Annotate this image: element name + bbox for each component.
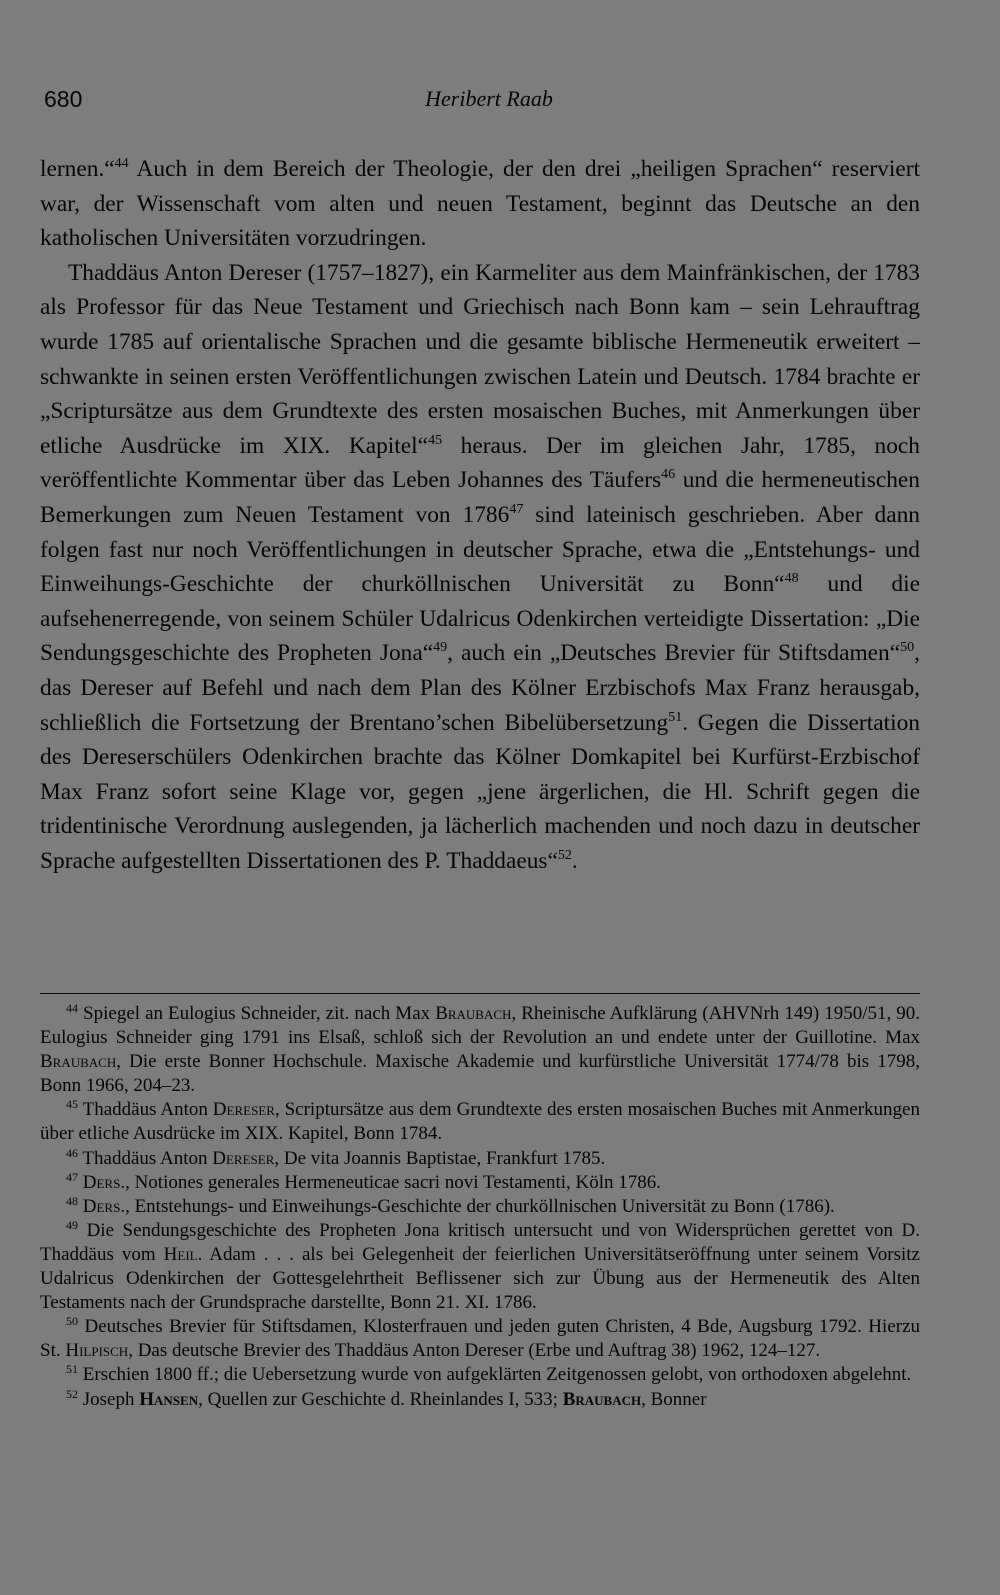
footnote-number: 51 [66, 1362, 78, 1377]
footnote-number: 48 [66, 1193, 78, 1208]
footnote-ref-50: 50 [900, 640, 915, 656]
text-run: sind lateinisch geschrieben. Aber dann folgen fast nur noch Veröffentlichungen in deutscher Sprache, etwa die „Entstehungs- und Einweihungs-Geschichte der churköllnischen Universität zu Bonn“ [40, 501, 920, 598]
text-run: lernen.“ [40, 156, 115, 182]
main-text [40, 152, 920, 878]
footnote-46 [40, 1147, 920, 1171]
text-run: Thaddäus Anton Dereser (1757–1827), ein Karmeliter aus dem Mainfränkischen, der 1783 als Professor für das Neue Testament und Griechisch nach Bonn kam – sein Lehrauftrag wurde 1785 auf orientalische Sprachen und die gesamte biblische Hermeneutik erweitert – schwankte in seinen ersten Veröffentlichungen zwischen Latein und Deutsch. 1784 brachte er „Scriptursätze aus dem Grundtexte des ersten mosaischen Buches, mit Anmerkungen über etliche Ausdrücke im XIX. Kapitel“ [40, 259, 920, 459]
text-run: . Adam . . . als bei Gelegenheit der feierlichen Universitätseröffnung unter seinem Vorsitz Udalricus Odenkirchen der Gottesgelehrtheit Beflissener sich zur Übung aus der Hermeneutik des Alten Testaments nach der Grundsprache darstellte, Bonn 21. XI. 1786. [40, 1243, 920, 1314]
footnote-ref-51: 51 [668, 709, 683, 725]
author-name: Dereser [212, 1147, 275, 1169]
text-run: und die hermeneutischen Bemerkungen zum Neuen Testament von 1786 [40, 467, 920, 528]
text-run: Deutsches Brevier für Stiftsdamen, Klosterfrauen und jeden guten Christen, 4 Bde, Augsburg 1792. Hierzu St. [40, 1316, 920, 1362]
footnote-51 [40, 1363, 920, 1387]
footnote-ref-49: 49 [433, 640, 448, 656]
footnote-ref-52: 52 [557, 847, 572, 863]
author-name: Heil [163, 1243, 198, 1265]
text-run: . [571, 847, 578, 874]
author-name: Hilpisch [65, 1340, 129, 1362]
text-run: , Rheinische Aufklärung (AHVNrh 149) 1950/51, 90. Eulogius Schneider ging 1791 ins Elsaß, schloß sich der Revolution an und endete unter der Guillotine. Max [40, 1003, 921, 1049]
text-run: , auch ein „Deutsches Brevier für Stiftsdamen“ [447, 640, 901, 667]
text-run: und die aufsehenerregende, von seinem Schüler Udalricus Odenkirchen verteidigte Dissertation: „Die Sendungsgeschichte des Propheten Jona“ [40, 571, 920, 667]
footnote-49 [40, 1219, 920, 1315]
paragraph-1 [40, 152, 920, 256]
text-run: , Bonner [641, 1388, 707, 1410]
text-run: , Scriptursätze aus dem Grundtexte des ersten mosaischen Buches mit Anmerkungen über etliche Ausdrücke im XIX. Kapitel, Bonn 1784. [40, 1099, 920, 1145]
author-name: Ders. [82, 1195, 126, 1217]
text-run: , Quellen zur Geschichte d. Rheinlandes I, 533; [198, 1388, 563, 1410]
footnote-45 [40, 1098, 920, 1146]
footnote-ref-44: 44 [114, 156, 129, 171]
paragraph-2 [40, 256, 920, 879]
footnote-number: 46 [66, 1145, 78, 1160]
text-run: . Gegen die Dissertation des Dereserschülers Odenkirchen brachte das Kölner Domkapitel bei Kurfürst-Erzbischof Max Franz sofort seine Klage vor, gegen „jene ärgerlichen, die Hl. Schrift gegen die tridentinische Verordnung auslegenden, ja lächerlich machenden und noch dazu in deutscher Sprache aufgestellten Dissertationen des P. Thaddaeus“ [40, 709, 920, 874]
text-run: , Das deutsche Brevier des Thaddäus Anton Dereser (Erbe und Auftrag 38) 1962, 124–127. [128, 1340, 821, 1362]
text-run: Spiegel an Eulogius Schneider, zit. nach Max [83, 1003, 436, 1024]
author-name: Braubach [40, 1051, 117, 1073]
footnote-ref-45: 45 [428, 432, 443, 448]
footnote-number: 50 [66, 1314, 78, 1329]
text-run: Auch in dem Bereich der Theologie, der den drei „heiligen Sprachen“ reserviert war, der Wissenschaft vom alten und neuen Testament, beginnt das Deutsche an den katholischen Universitäten vorzudringen. [40, 156, 920, 252]
footnote-number: 45 [66, 1097, 78, 1112]
page-number: 680 [44, 86, 83, 112]
page-header [44, 86, 934, 122]
author-name: Ders. [82, 1171, 126, 1193]
footnote-ref-46: 46 [661, 467, 676, 483]
author-name: Braubach [435, 1003, 512, 1024]
footnote-number: 47 [66, 1169, 78, 1184]
author-name: Hansen [139, 1388, 199, 1410]
author-name: Braubach [562, 1388, 642, 1410]
text-run: heraus. Der im gleichen Jahr, 1785, noch veröffentlichte Kommentar über das Leben Johannes des Täufers [40, 432, 921, 494]
footnotes [40, 1002, 920, 1412]
text-run: Joseph [82, 1388, 140, 1410]
footnote-separator [40, 993, 920, 994]
text-run: , das Dereser auf Befehl und nach dem Plan des Kölner Erzbischofs Max Franz herausgab, schließlich die Fortsetzung der Brentano’schen Bibelübersetzung [40, 640, 920, 736]
running-head-author: Heribert Raab [425, 86, 553, 111]
text-run: , Die erste Bonner Hochschule. Maxische Akademie und kurfürstliche Universität 1774/78 bis 1798, Bonn 1966, 204–23. [40, 1051, 920, 1097]
text-run: Thaddäus Anton [82, 1147, 213, 1169]
text-run: Thaddäus Anton [82, 1099, 213, 1121]
text-run: Erschien 1800 ff.; die Uebersetzung wurde von aufgeklärten Zeitgenossen gelobt, von orthodoxen abgelehnt. [82, 1364, 912, 1386]
text-run: Die Sendungsgeschichte des Propheten Jona kritisch untersucht und von Widersprüchen gerettet von D. Thaddäus vom [40, 1219, 920, 1265]
footnote-ref-48: 48 [784, 571, 799, 587]
author-name: Dereser [212, 1099, 275, 1121]
footnote-50 [40, 1315, 920, 1363]
footnote-number: 44 [66, 1001, 78, 1015]
text-run: , Notiones generales Hermeneuticae sacri novi Testamenti, Köln 1786. [125, 1171, 662, 1193]
text-run: , Entstehungs- und Einweihungs-Geschichte der churköllnischen Universität zu Bonn (1786). [125, 1195, 835, 1217]
footnote-48 [40, 1195, 920, 1219]
footnote-number: 52 [66, 1386, 78, 1401]
footnote-47 [40, 1171, 920, 1195]
footnote-52 [40, 1388, 920, 1412]
footnote-44 [40, 1002, 920, 1098]
footnote-number: 49 [66, 1217, 78, 1232]
text-run: , De vita Joannis Baptistae, Frankfurt 1785. [274, 1147, 606, 1169]
footnote-ref-47: 47 [509, 501, 524, 517]
